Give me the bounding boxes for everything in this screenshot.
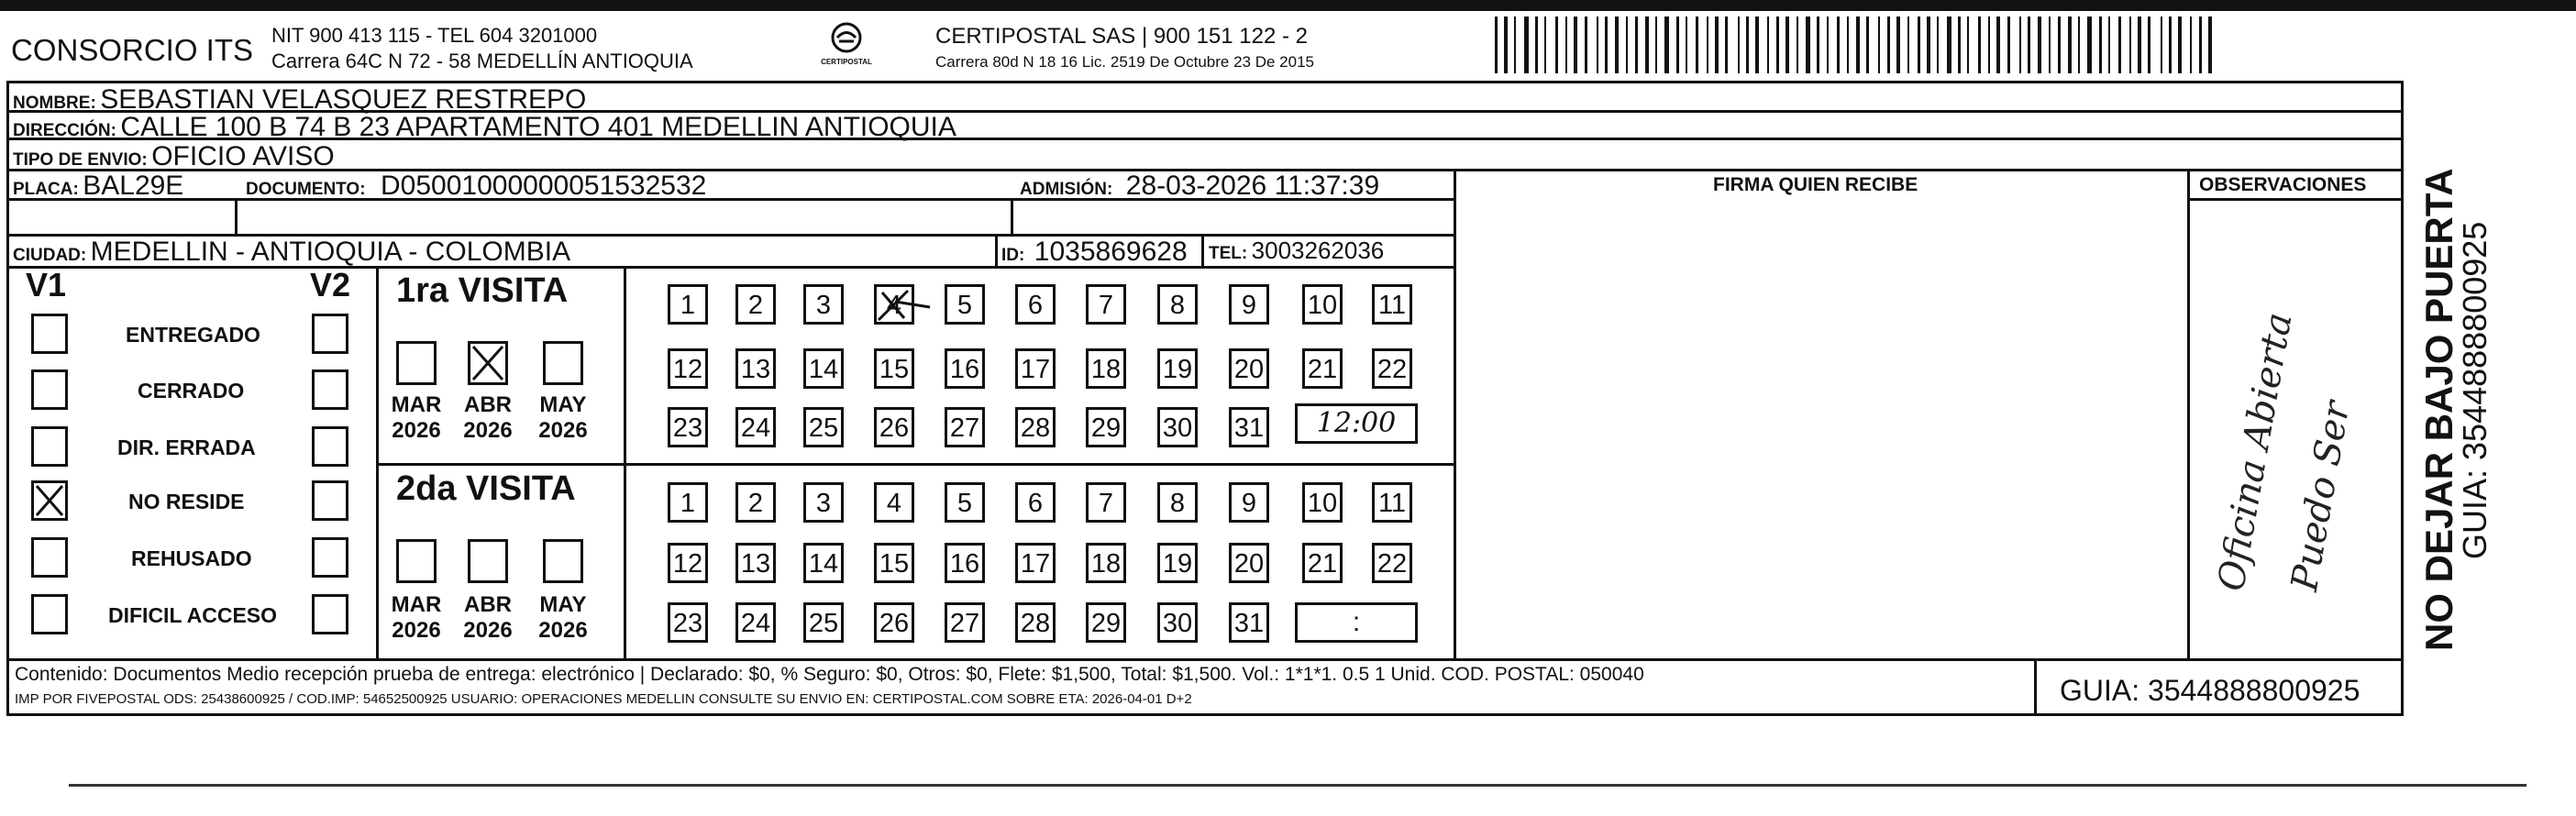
month-checkbox-may[interactable] [543, 539, 583, 583]
footer-guia: GUIA: 3544888800925 [2060, 674, 2360, 707]
second-visit-day-19[interactable]: 19 [1157, 543, 1198, 583]
second-visit-day-26[interactable]: 26 [874, 602, 914, 643]
second-visit-day-9[interactable]: 9 [1229, 482, 1269, 523]
v1-checkbox[interactable] [31, 369, 68, 410]
month-label: MAR 2026 [391, 592, 442, 643]
side-guia: GUIA: 3544888800925 [2456, 221, 2493, 559]
v2-checkbox[interactable] [312, 426, 348, 467]
second-visit-day-23[interactable]: 23 [668, 602, 708, 643]
v1-checkbox[interactable] [31, 537, 68, 578]
second-visit-day-29[interactable]: 29 [1086, 602, 1126, 643]
second-visit-day-13[interactable]: 13 [735, 543, 776, 583]
status-label: REHUSADO [131, 546, 252, 570]
second-visit-time [1295, 602, 1418, 643]
v1-checkbox[interactable] [31, 314, 68, 354]
month-checkbox-may[interactable] [543, 341, 583, 385]
nombre-value: SEBASTIAN VELASQUEZ RESTREPO [100, 84, 587, 115]
first-visit-day-11[interactable]: 11 [1372, 284, 1412, 325]
footer-contenido: Contenido: Documentos Medio recepción prueba de entrega: electrónico | Declarado: $0, % Seguro: $0, Otros: $0, Flete: $1,500, Total: $1,500. Vol.: 1*1*1. 0.5 1 Unid. COD. POSTAL: 050040 [15, 664, 1644, 685]
nombre-label: NOMBRE: [13, 94, 96, 113]
month-label: MAR 2026 [391, 392, 442, 443]
v1-checkbox-checked[interactable] [31, 480, 68, 521]
tel-row [1209, 237, 1384, 265]
id-value: 1035869628 [1034, 237, 1188, 267]
first-visit-day-1[interactable]: 1 [668, 284, 708, 325]
first-visit-day-6[interactable]: 6 [1015, 284, 1056, 325]
v1-checkbox[interactable] [31, 426, 68, 467]
carrier-address: Carrera 80d N 18 16 Lic. 2519 De Octubre 23 De 2015 [935, 53, 1314, 71]
first-visit-day-5[interactable]: 5 [945, 284, 985, 325]
month-checkbox-abr[interactable] [468, 341, 508, 385]
first-visit-day-8[interactable]: 8 [1157, 284, 1198, 325]
tel-value: 3003262036 [1251, 237, 1385, 264]
second-visit-day-1[interactable]: 1 [668, 482, 708, 523]
documento-label: DOCUMENTO: [246, 180, 366, 199]
first-visit-day-10[interactable]: 10 [1302, 284, 1343, 325]
id-label: ID: [1001, 246, 1025, 265]
placa-label: PLACA: [13, 180, 79, 199]
month-checkbox-abr[interactable] [468, 539, 508, 583]
second-visit-day-7[interactable]: 7 [1086, 482, 1126, 523]
second-visit-day-12[interactable]: 12 [668, 543, 708, 583]
logo-text: CERTIPOSTAL [821, 58, 872, 66]
id-row [1001, 237, 1188, 268]
first-visit-day-21[interactable]: 21 [1302, 348, 1343, 389]
first-visit-day-31[interactable]: 31 [1229, 407, 1269, 447]
col-divider [995, 234, 998, 267]
tipo-value: OFICIO AVISO [151, 141, 335, 171]
v2-checkbox[interactable] [312, 594, 348, 634]
direccion-value: CALLE 100 B 74 B 23 APARTAMENTO 401 MEDELLIN ANTIOQUIA [120, 112, 956, 142]
second-visit-day-24[interactable]: 24 [735, 602, 776, 643]
month-label: ABR 2026 [463, 392, 513, 443]
first-visit-day-2[interactable]: 2 [735, 284, 776, 325]
col-divider [2034, 658, 2037, 716]
month-checkbox-mar[interactable] [396, 539, 437, 583]
second-visit-day-11[interactable]: 11 [1372, 482, 1412, 523]
documento-row [246, 171, 706, 202]
handwritten-note-1: Oficina Abierta [2210, 309, 2301, 594]
col-divider [624, 266, 626, 660]
second-visit-day-28[interactable]: 28 [1015, 602, 1056, 643]
admision-label: ADMISIÓN: [1020, 180, 1113, 199]
col-divider [1011, 198, 1013, 235]
handwritten-note-2: Puedo Ser [2283, 398, 2359, 594]
observaciones-label: OBSERVACIONES [2199, 174, 2367, 195]
v2-checkbox[interactable] [312, 369, 348, 410]
first-visit-day-27[interactable]: 27 [945, 407, 985, 447]
tipo-label: TIPO DE ENVIO: [13, 150, 148, 170]
ciudad-row [13, 237, 570, 268]
first-visit-day-4[interactable]: 4 [874, 284, 914, 325]
ciudad-value: MEDELLIN - ANTIOQUIA - COLOMBIA [90, 237, 571, 267]
first-visit-day-29[interactable]: 29 [1086, 407, 1126, 447]
direccion-row [13, 112, 956, 143]
first-visit-day-24[interactable]: 24 [735, 407, 776, 447]
v2-checkbox[interactable] [312, 537, 348, 578]
direccion-label: DIRECCIÓN: [13, 121, 116, 140]
second-visit-time-value: : [1352, 607, 1361, 637]
placa-value: BAL29E [83, 171, 184, 201]
tel-label: TEL: [1209, 244, 1248, 263]
second-visit-day-18[interactable]: 18 [1086, 543, 1126, 583]
second-visit-day-10[interactable]: 10 [1302, 482, 1343, 523]
second-visit-day-27[interactable]: 27 [945, 602, 985, 643]
v1-label: V1 [26, 266, 67, 303]
second-visit-day-8[interactable]: 8 [1157, 482, 1198, 523]
status-label: ENTREGADO [126, 323, 260, 347]
first-visit-day-12[interactable]: 12 [668, 348, 708, 389]
first-visit-day-9[interactable]: 9 [1229, 284, 1269, 325]
second-visit-day-3[interactable]: 3 [803, 482, 844, 523]
tipo-row [13, 141, 335, 172]
v1-checkbox[interactable] [31, 594, 68, 634]
first-visit-day-16[interactable]: 16 [945, 348, 985, 389]
first-visit-day-23[interactable]: 23 [668, 407, 708, 447]
day-cross-mark [877, 287, 932, 334]
month-label: MAY 2026 [538, 592, 588, 643]
status-label: NO RESIDE [128, 490, 245, 513]
col-divider [376, 266, 379, 660]
second-visit-day-14[interactable]: 14 [803, 543, 844, 583]
row-divider [376, 463, 1455, 466]
first-visit-day-20[interactable]: 20 [1229, 348, 1269, 389]
second-visit-day-2[interactable]: 2 [735, 482, 776, 523]
first-visit-day-22[interactable]: 22 [1372, 348, 1412, 389]
documento-value: D05001000000051532532 [381, 171, 707, 201]
second-visit-day-15[interactable]: 15 [874, 543, 914, 583]
second-visit-day-21[interactable]: 21 [1302, 543, 1343, 583]
admision-row [1020, 171, 1379, 202]
first-visit-day-14[interactable]: 14 [803, 348, 844, 389]
second-visit-title: 2da VISITA [396, 469, 576, 508]
first-visit-day-26[interactable]: 26 [874, 407, 914, 447]
second-visit-day-6[interactable]: 6 [1015, 482, 1056, 523]
status-label: DIFICIL ACCESO [108, 603, 278, 627]
first-visit-time [1295, 403, 1418, 444]
first-visit-title: 1ra VISITA [396, 271, 569, 310]
nombre-row [13, 84, 586, 116]
second-visit-day-20[interactable]: 20 [1229, 543, 1269, 583]
first-visit-day-18[interactable]: 18 [1086, 348, 1126, 389]
month-label: ABR 2026 [463, 592, 513, 643]
first-visit-day-25[interactable]: 25 [803, 407, 844, 447]
second-visit-day-4[interactable]: 4 [874, 482, 914, 523]
footer-imp: IMP POR FIVEPOSTAL ODS: 25438600925 / COD.IMP: 54652500925 USUARIO: OPERACIONES MEDELLIN CONSULTE SU ENVIO EN: CERTIPOSTAL.COM SOBRE ETA: 2026-04-01 D+2 [15, 691, 1192, 707]
col-divider [2187, 169, 2190, 660]
first-visit-day-3[interactable]: 3 [803, 284, 844, 325]
row-divider [6, 658, 2404, 661]
top-rule [0, 0, 2576, 11]
row-divider [2189, 198, 2402, 201]
v2-checkbox[interactable] [312, 314, 348, 354]
first-visit-day-28[interactable]: 28 [1015, 407, 1056, 447]
first-visit-day-7[interactable]: 7 [1086, 284, 1126, 325]
second-visit-day-16[interactable]: 16 [945, 543, 985, 583]
second-visit-day-22[interactable]: 22 [1372, 543, 1412, 583]
placa-row [13, 171, 183, 202]
v2-checkbox[interactable] [312, 480, 348, 521]
logo-icon [826, 22, 867, 55]
v2-label: V2 [310, 266, 351, 303]
first-visit-time-value: 12:00 [1316, 407, 1397, 439]
status-label: CERRADO [138, 379, 245, 402]
second-visit-day-25[interactable]: 25 [803, 602, 844, 643]
second-visit-day-5[interactable]: 5 [945, 482, 985, 523]
first-visit-day-15[interactable]: 15 [874, 348, 914, 389]
barcode [1495, 17, 2221, 73]
second-visit-day-30[interactable]: 30 [1157, 602, 1198, 643]
firma-label: FIRMA QUIEN RECIBE [1713, 174, 1918, 195]
ciudad-label: CIUDAD: [13, 246, 87, 265]
col-divider [235, 198, 238, 235]
bottom-rule [69, 784, 2526, 787]
company-name: CONSORCIO ITS [11, 33, 254, 67]
carrier-name: CERTIPOSTAL SAS | 900 151 122 - 2 [935, 24, 1308, 49]
col-divider [1454, 169, 1456, 660]
col-divider [1201, 234, 1204, 267]
second-visit-day-17[interactable]: 17 [1015, 543, 1056, 583]
month-label: MAY 2026 [538, 392, 588, 443]
company-address: Carrera 64C N 72 - 58 MEDELLÍN ANTIOQUIA [271, 50, 693, 72]
month-checkbox-mar[interactable] [396, 341, 437, 385]
first-visit-day-13[interactable]: 13 [735, 348, 776, 389]
first-visit-day-17[interactable]: 17 [1015, 348, 1056, 389]
admision-value: 28-03-2026 11:37:39 [1125, 171, 1380, 201]
company-nit: NIT 900 413 115 - TEL 604 3201000 [271, 24, 598, 47]
first-visit-day-30[interactable]: 30 [1157, 407, 1198, 447]
status-label: DIR. ERRADA [117, 436, 256, 459]
certipostal-logo [814, 22, 879, 73]
first-visit-day-19[interactable]: 19 [1157, 348, 1198, 389]
side-warning: NO DEJAR BAJO PUERTA [2417, 168, 2460, 651]
second-visit-day-31[interactable]: 31 [1229, 602, 1269, 643]
